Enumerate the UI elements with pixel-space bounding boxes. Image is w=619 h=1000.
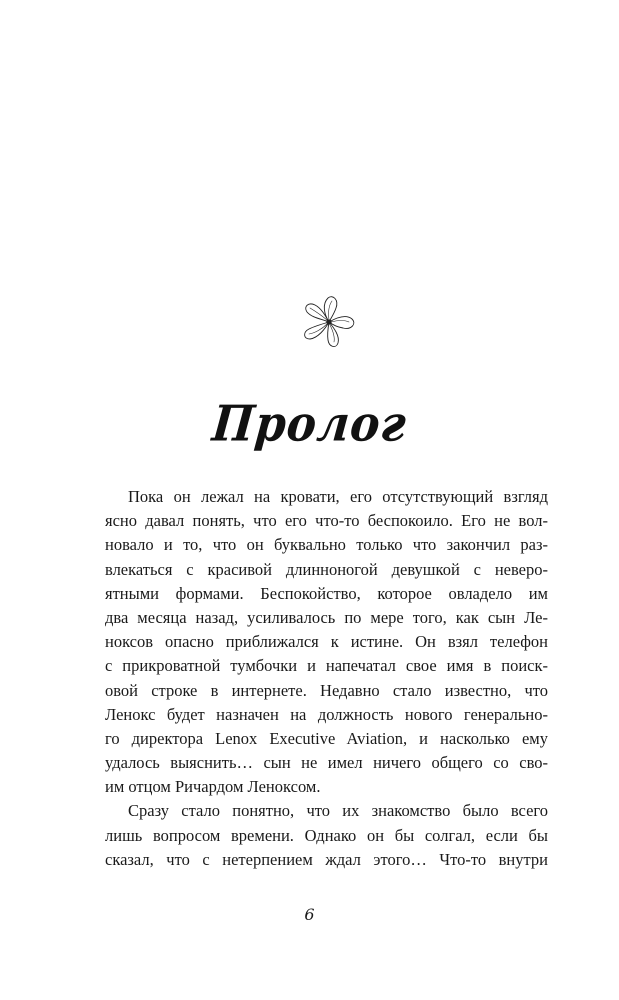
text-line: два месяца назад, усиливалось по мере того, как сын Ле- (105, 607, 548, 627)
text-line: влекаться с красивой длинноногой девушкой с неверо- (105, 559, 548, 579)
text-line: лишь вопросом времени. Однако он бы солгал, если бы (105, 825, 548, 845)
text-line: новало и то, что он буквально только что закончил раз- (105, 535, 548, 555)
text-line: с прикроватной тумбочки и напечатал свое имя в поиск- (105, 656, 548, 676)
plumeria-flower-icon (298, 292, 360, 354)
text-line: удалось выяснить… сын не имел ничего общего со сво- (105, 753, 548, 773)
paragraph (105, 485, 548, 799)
text-line: ясно давал понять, что его что-то беспокоило. Его не вол- (105, 511, 548, 531)
text-line: им отцом Ричардом Леноксом. (105, 777, 321, 797)
chapter-title: Пролог (209, 395, 410, 453)
page-number: 6 (304, 905, 315, 924)
text-line: овой строке в интернете. Недавно стало известно, что (105, 680, 548, 700)
text-line: Пока он лежал на кровати, его отсутствующий взгляд (128, 487, 548, 506)
text-line: сказал, что с нетерпением ждал этого… Что-то внутри (105, 849, 548, 869)
text-line: ятными формами. Беспокойство, которое овладело им (105, 583, 548, 603)
paragraph (105, 799, 548, 872)
text-line: Сразу стало понятно, что их знакомство было всего (128, 801, 548, 821)
text-line: Ленокс будет назначен на должность нового генерально- (105, 704, 548, 724)
text-line: го директора Lenox Executive Aviation, и насколько ему (105, 728, 548, 748)
text-line: ноксов опасно приближался к истине. Он взял телефон (105, 632, 548, 652)
body-text (105, 485, 548, 872)
